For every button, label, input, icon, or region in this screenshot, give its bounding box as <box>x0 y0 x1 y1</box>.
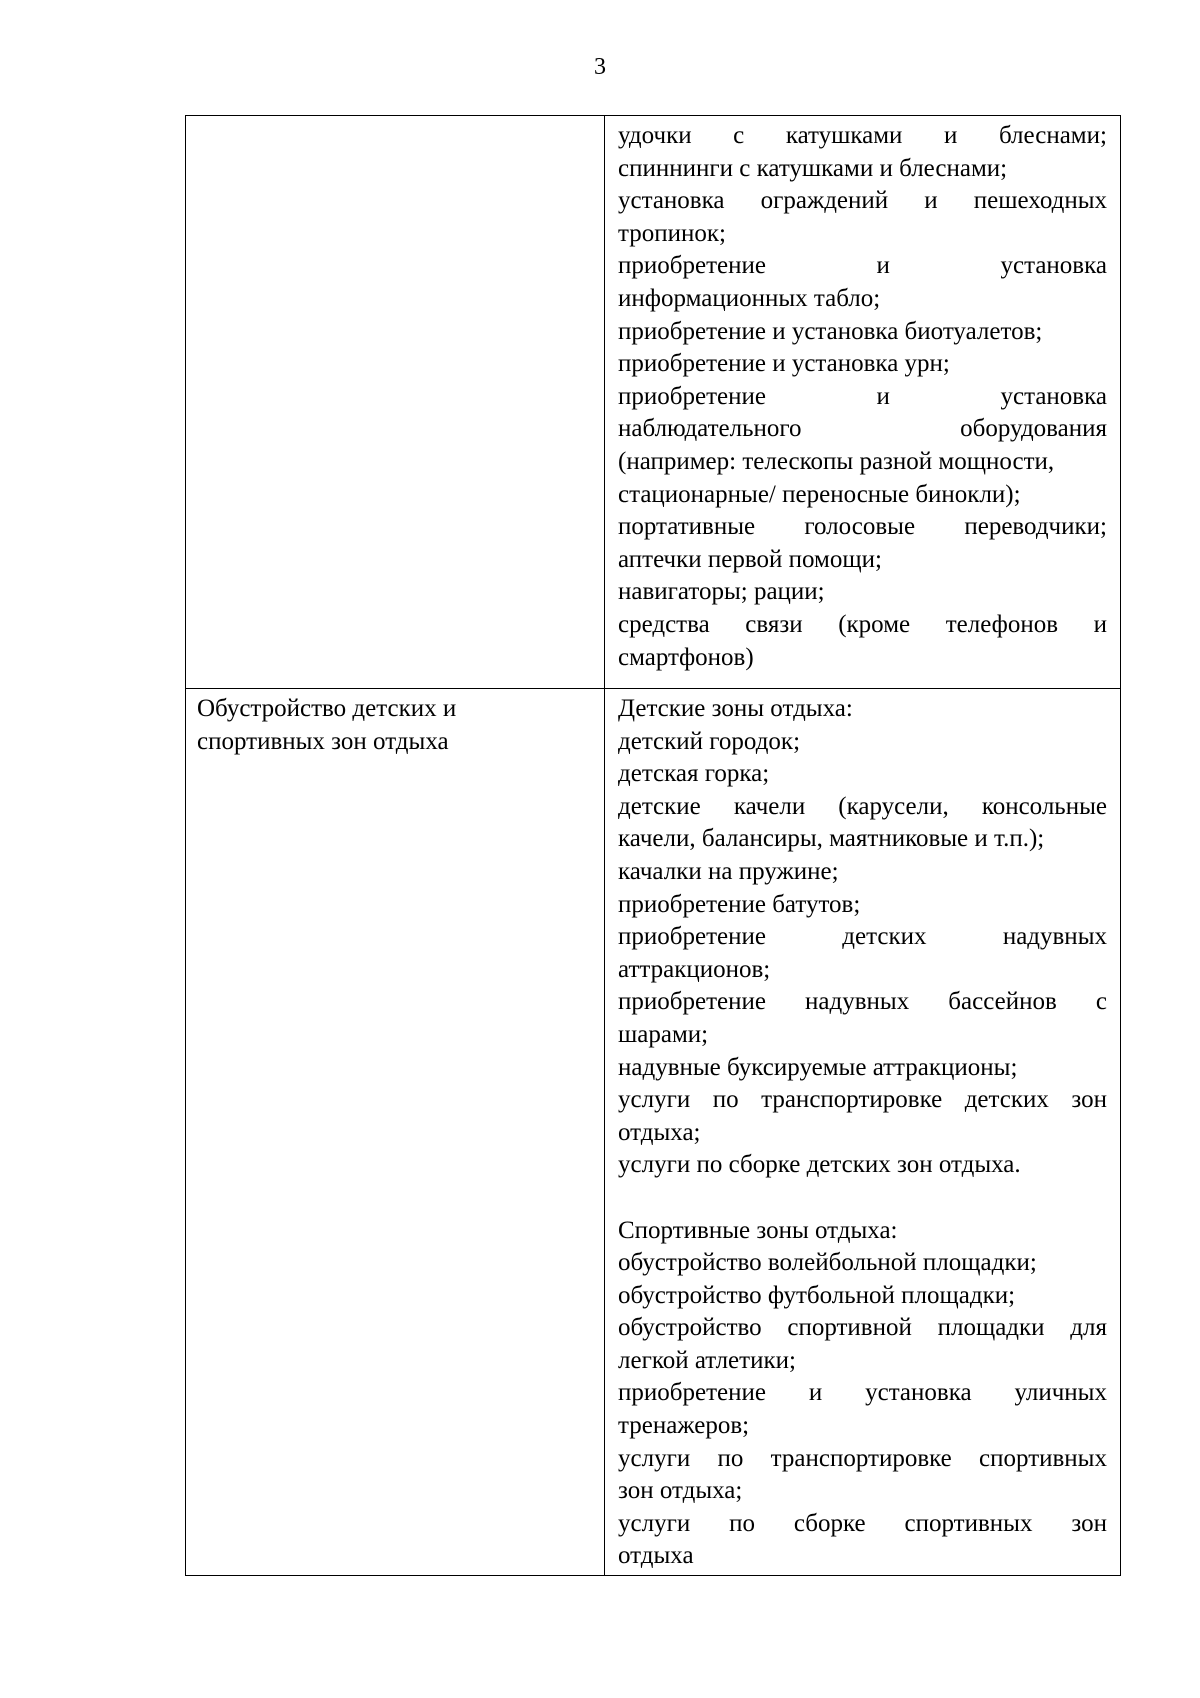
page-number: 3 <box>594 54 606 80</box>
word: с <box>1095 988 1107 1016</box>
text-line <box>618 791 1107 824</box>
text-line: приобретение и установка биотуалетов; <box>618 317 1043 345</box>
word: катушками <box>785 122 903 149</box>
text-line: аптечки первой помощи; <box>618 545 882 573</box>
word: качели <box>733 792 806 820</box>
text-line: смартфонов) <box>618 643 754 671</box>
word: для <box>1070 1314 1107 1342</box>
word: обустройство <box>618 1314 762 1342</box>
word: приобретение <box>618 1379 766 1407</box>
text-line <box>618 185 1107 218</box>
word: и <box>876 252 890 280</box>
text-line: качели, балансиры, маятниковые и т.п.); <box>618 825 1045 853</box>
word: ограждений <box>760 187 889 215</box>
item-list <box>618 120 1107 674</box>
text-line: качалки на пружине; <box>618 857 839 885</box>
word: и <box>876 382 890 410</box>
table-cell-items <box>605 116 1121 689</box>
category-line: Обустройство детских и <box>197 695 457 722</box>
text-line <box>618 511 1107 544</box>
text-line: отдыха <box>618 1542 694 1570</box>
text-line: (например: телескопы разной мощности, <box>618 447 1055 475</box>
text-line: услуги по сборке детских зон отдыха. <box>618 1151 1021 1179</box>
word: голосовые <box>804 513 916 541</box>
text-line <box>618 250 1107 283</box>
word: по <box>729 1509 755 1537</box>
text-line <box>618 986 1107 1019</box>
word: установка <box>618 187 725 215</box>
text-line <box>618 413 1107 446</box>
word: блеснами; <box>998 122 1107 149</box>
word: портативные <box>618 513 756 541</box>
word: и <box>808 1379 823 1407</box>
text-line <box>618 1377 1107 1410</box>
word: надувных <box>1002 923 1107 951</box>
word: спортивных <box>979 1444 1107 1472</box>
word: (кроме <box>838 610 911 638</box>
word: детских <box>964 1086 1049 1114</box>
word: детские <box>618 792 701 820</box>
text-line: детский городок; <box>618 727 801 755</box>
word: установка <box>865 1379 972 1407</box>
document-table <box>185 115 1121 1576</box>
text-line <box>618 921 1107 954</box>
text-line: Детские зоны отдыха: <box>618 695 853 722</box>
table-row <box>186 116 1121 689</box>
word: зон <box>1071 1086 1107 1114</box>
word: и <box>1093 610 1107 638</box>
text-line: зон отдыха; <box>618 1477 743 1505</box>
text-line <box>618 609 1107 642</box>
table-cell-category <box>186 116 605 689</box>
text-line: детская горка; <box>618 760 770 788</box>
word: надувных <box>805 988 910 1016</box>
text-line: надувные буксируемые аттракционы; <box>618 1053 1018 1081</box>
word: консольные <box>981 792 1107 820</box>
word: по <box>717 1444 744 1472</box>
word: услуги <box>618 1509 691 1537</box>
word: услуги <box>618 1444 691 1472</box>
word: детских <box>842 923 927 951</box>
word: оборудования <box>960 415 1107 443</box>
word: установка <box>1000 382 1107 410</box>
item-list <box>618 693 1107 1573</box>
text-line: приобретение батутов; <box>618 890 861 918</box>
word: и <box>924 187 938 215</box>
word: бассейнов <box>948 988 1057 1016</box>
text-line: тренажеров; <box>618 1412 750 1440</box>
text-line: стационарные/ переносные бинокли); <box>618 480 1021 508</box>
text-line: обустройство футбольной площадки; <box>618 1281 1016 1309</box>
text-line: тропинок; <box>618 219 726 247</box>
text-line: приобретение и установка урн; <box>618 350 950 378</box>
text-line <box>618 1312 1107 1345</box>
word: уличных <box>1014 1379 1107 1407</box>
word: по <box>712 1086 739 1114</box>
word: приобретение <box>618 988 766 1016</box>
word: спортивной <box>787 1314 912 1342</box>
text-line: отдыха; <box>618 1118 701 1146</box>
word: телефонов <box>945 610 1058 638</box>
text-line <box>618 1443 1107 1476</box>
text-line: информационных табло; <box>618 284 881 312</box>
text-line: легкой атлетики; <box>618 1346 796 1374</box>
word: транспортировке <box>761 1086 943 1114</box>
word: наблюдательного <box>618 415 802 443</box>
word: переводчики; <box>964 513 1107 541</box>
word: пешеходных <box>973 187 1107 215</box>
word: приобретение <box>618 382 766 410</box>
text-line: Спортивные зоны отдыха: <box>618 1216 898 1244</box>
text-line <box>618 1508 1107 1541</box>
text-line: аттракционов; <box>618 955 771 983</box>
text-line: спиннинги с катушками и блеснами; <box>618 154 1008 182</box>
table-cell-category <box>186 689 605 1576</box>
word: связи <box>745 610 803 638</box>
word: услуги <box>618 1086 691 1114</box>
word: сборке <box>793 1509 866 1537</box>
word: установка <box>1000 252 1107 280</box>
word: площадки <box>937 1314 1045 1342</box>
word: удочки <box>618 122 692 149</box>
word: транспортировке <box>770 1444 952 1472</box>
category-line: спортивных зон отдыха <box>197 727 449 755</box>
table-cell-items <box>605 689 1121 1576</box>
word: с <box>733 122 745 149</box>
word: (карусели, <box>838 792 949 820</box>
text-line <box>618 381 1107 414</box>
text-line: навигаторы; рации; <box>618 578 825 606</box>
text-line <box>618 1084 1107 1117</box>
word: спортивных <box>904 1509 1033 1537</box>
text-line: обустройство волейбольной площадки; <box>618 1249 1037 1277</box>
word: приобретение <box>618 923 766 951</box>
text-line <box>618 120 1107 153</box>
word: зон <box>1071 1509 1107 1537</box>
text-line: шарами; <box>618 1020 709 1048</box>
word: и <box>944 122 958 149</box>
word: приобретение <box>618 252 766 280</box>
word: средства <box>618 610 710 638</box>
table-row <box>186 689 1121 1576</box>
paragraph-gap <box>618 1182 1107 1215</box>
